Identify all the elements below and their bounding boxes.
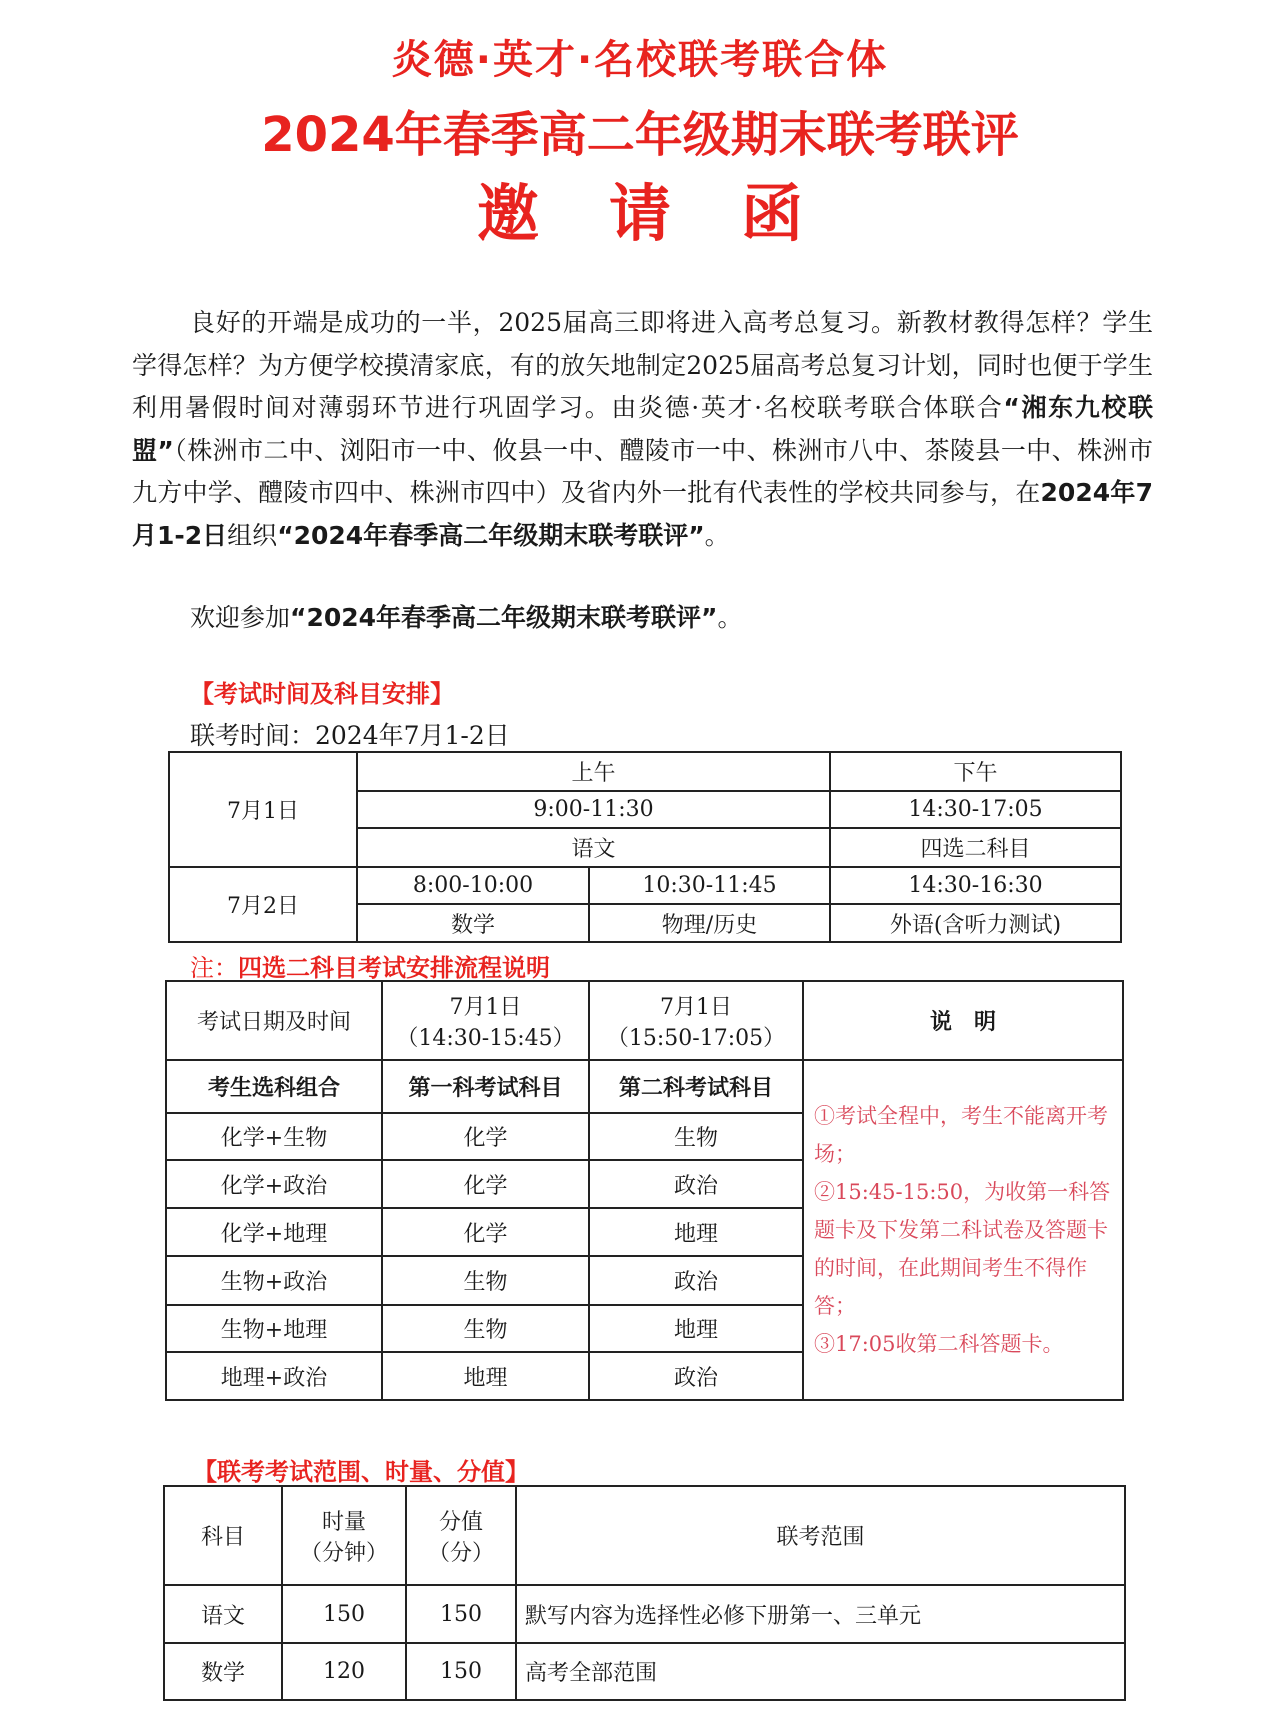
first-subject: 化学: [382, 1208, 589, 1256]
slot-time: （15:50-17:05）: [606, 1025, 786, 1051]
schedule-heading: 【考试时间及科目安排】: [190, 680, 454, 708]
first-subject: 地理: [382, 1352, 589, 1400]
combination: 地理+政治: [166, 1352, 382, 1400]
day1-date: 7月1日: [169, 752, 357, 867]
first-subject: 化学: [382, 1160, 589, 1208]
score: 150: [406, 1585, 516, 1643]
duration-label: 时量: [321, 1509, 366, 1535]
morning-header: 上午: [357, 752, 830, 791]
sub-second-subject: 第二科考试科目: [589, 1060, 803, 1113]
combination: 生物+地理: [166, 1305, 382, 1352]
scope-table: [163, 1485, 1126, 1701]
sub-first-subject: 第一科考试科目: [382, 1060, 589, 1113]
second-subject: 生物: [589, 1113, 803, 1160]
h-duration: [282, 1486, 406, 1585]
day1-am-time: 9:00-11:30: [357, 791, 830, 828]
combination: 化学+地理: [166, 1208, 382, 1256]
duration: 120: [282, 1643, 406, 1700]
table-row: [164, 1643, 1125, 1700]
exam-name: “2024年春季高二年级期末联考联评”: [290, 603, 718, 632]
second-subject: 政治: [589, 1160, 803, 1208]
exam-date-line: 联考时间：2024年7月1-2日: [190, 721, 510, 750]
day2-pm-subject: 外语(含听力测试): [830, 904, 1121, 942]
note-item: ③17:05收第二科答题卡。: [814, 1332, 1064, 1356]
day2-am2-subject: 物理/历史: [589, 904, 830, 942]
elective-heading: 四选二科目考试安排流程说明: [238, 954, 550, 982]
elective-table: [165, 980, 1124, 1401]
h-second-slot: [589, 981, 803, 1060]
day1-pm-subject: 四选二科目: [830, 828, 1121, 867]
duration: 150: [282, 1585, 406, 1643]
day2-am1-subject: 数学: [357, 904, 589, 942]
event-title: 2024年春季高二年级期末联考联评: [261, 107, 1019, 163]
note-item: ②15:45-15:50，为收第一科答题卡及下发第二科试卷及答题卡的时间，在此期间考生不得作答；: [814, 1180, 1111, 1318]
intro-paragraph: [132, 302, 1153, 557]
second-subject: 政治: [589, 1256, 803, 1305]
day2-pm-time: 14:30-16:30: [830, 867, 1121, 904]
elective-note-heading: [190, 948, 550, 983]
h-subject: 科目: [164, 1486, 282, 1585]
welcome-text: 。: [717, 603, 743, 632]
day2-am2-time: 10:30-11:45: [589, 867, 830, 904]
combination: 化学+政治: [166, 1160, 382, 1208]
table-row: [164, 1585, 1125, 1643]
alliance-name: “湘东九校联盟”: [132, 393, 1153, 465]
day2-date: 7月2日: [169, 867, 357, 942]
second-subject: 地理: [589, 1208, 803, 1256]
slot-date: 7月1日: [660, 994, 732, 1020]
combination: 生物+政治: [166, 1256, 382, 1305]
first-subject: 化学: [382, 1113, 589, 1160]
h-score: [406, 1486, 516, 1585]
h-exam-time: 考试日期及时间: [166, 981, 382, 1060]
day2-am1-time: 8:00-10:00: [357, 867, 589, 904]
intro-text: 。: [704, 520, 730, 550]
intro-text: 良好的开端是成功的一半，2025届高三即将进入高考总复习。新教材教得怎样？学生学得怎样？为方便学校摸清家底，有的放矢地制定2025届高考总复习计划，同时也便于学生利用暑假时间对薄弱环节进行巩固学习。由炎德·英才·名校联考联合体联合: [132, 308, 1153, 422]
subject: 数学: [164, 1643, 282, 1700]
h-first-slot: [382, 981, 589, 1060]
score-unit: （分）: [427, 1540, 494, 1566]
intro-text: 组织: [227, 520, 278, 550]
day1-am-subject: 语文: [357, 828, 830, 867]
scope-heading: 【联考考试范围、时量、分值】: [193, 1458, 529, 1486]
slot-time: （14:30-15:45）: [396, 1025, 575, 1051]
note-prefix: 注：: [190, 954, 238, 982]
sub-combination: 考生选科组合: [166, 1060, 382, 1113]
schedule-table: [168, 751, 1122, 943]
score-label: 分值: [438, 1509, 483, 1535]
second-subject: 地理: [589, 1305, 803, 1352]
exam-date: 2024年7月1-2日: [132, 478, 1153, 550]
welcome-text: 欢迎参加: [190, 603, 291, 632]
subject: 语文: [164, 1585, 282, 1643]
h-range: 联考范围: [516, 1486, 1125, 1585]
day1-pm-time: 14:30-17:05: [830, 791, 1121, 828]
exam-name: “2024年春季高二年级期末联考联评”: [277, 520, 705, 550]
notes-cell: [803, 1060, 1123, 1400]
afternoon-header: 下午: [830, 752, 1121, 791]
score: 150: [406, 1643, 516, 1700]
second-subject: 政治: [589, 1352, 803, 1400]
intro-text: （株洲市二中、浏阳市一中、攸县一中、醴陵市一中、株洲市八中、茶陵县一中、株洲市九方中学、醴陵市四中、株洲市四中）及省内外一批有代表性的学校共同参与，在: [132, 435, 1153, 507]
duration-unit: （分钟）: [299, 1540, 388, 1566]
range: 高考全部范围: [516, 1643, 1125, 1700]
first-subject: 生物: [382, 1305, 589, 1352]
invitation-title: 邀请函: [476, 177, 873, 250]
welcome-line: [190, 598, 742, 634]
slot-date: 7月1日: [449, 994, 522, 1020]
organizer-title: 炎德·英才·名校联考联合体: [391, 37, 889, 83]
range: 默写内容为选择性必修下册第一、三单元: [516, 1585, 1125, 1643]
combination: 化学+生物: [166, 1113, 382, 1160]
first-subject: 生物: [382, 1256, 589, 1305]
h-notes: 说 明: [803, 981, 1123, 1060]
note-item: ①考试全程中，考生不能离开考场；: [814, 1104, 1108, 1166]
